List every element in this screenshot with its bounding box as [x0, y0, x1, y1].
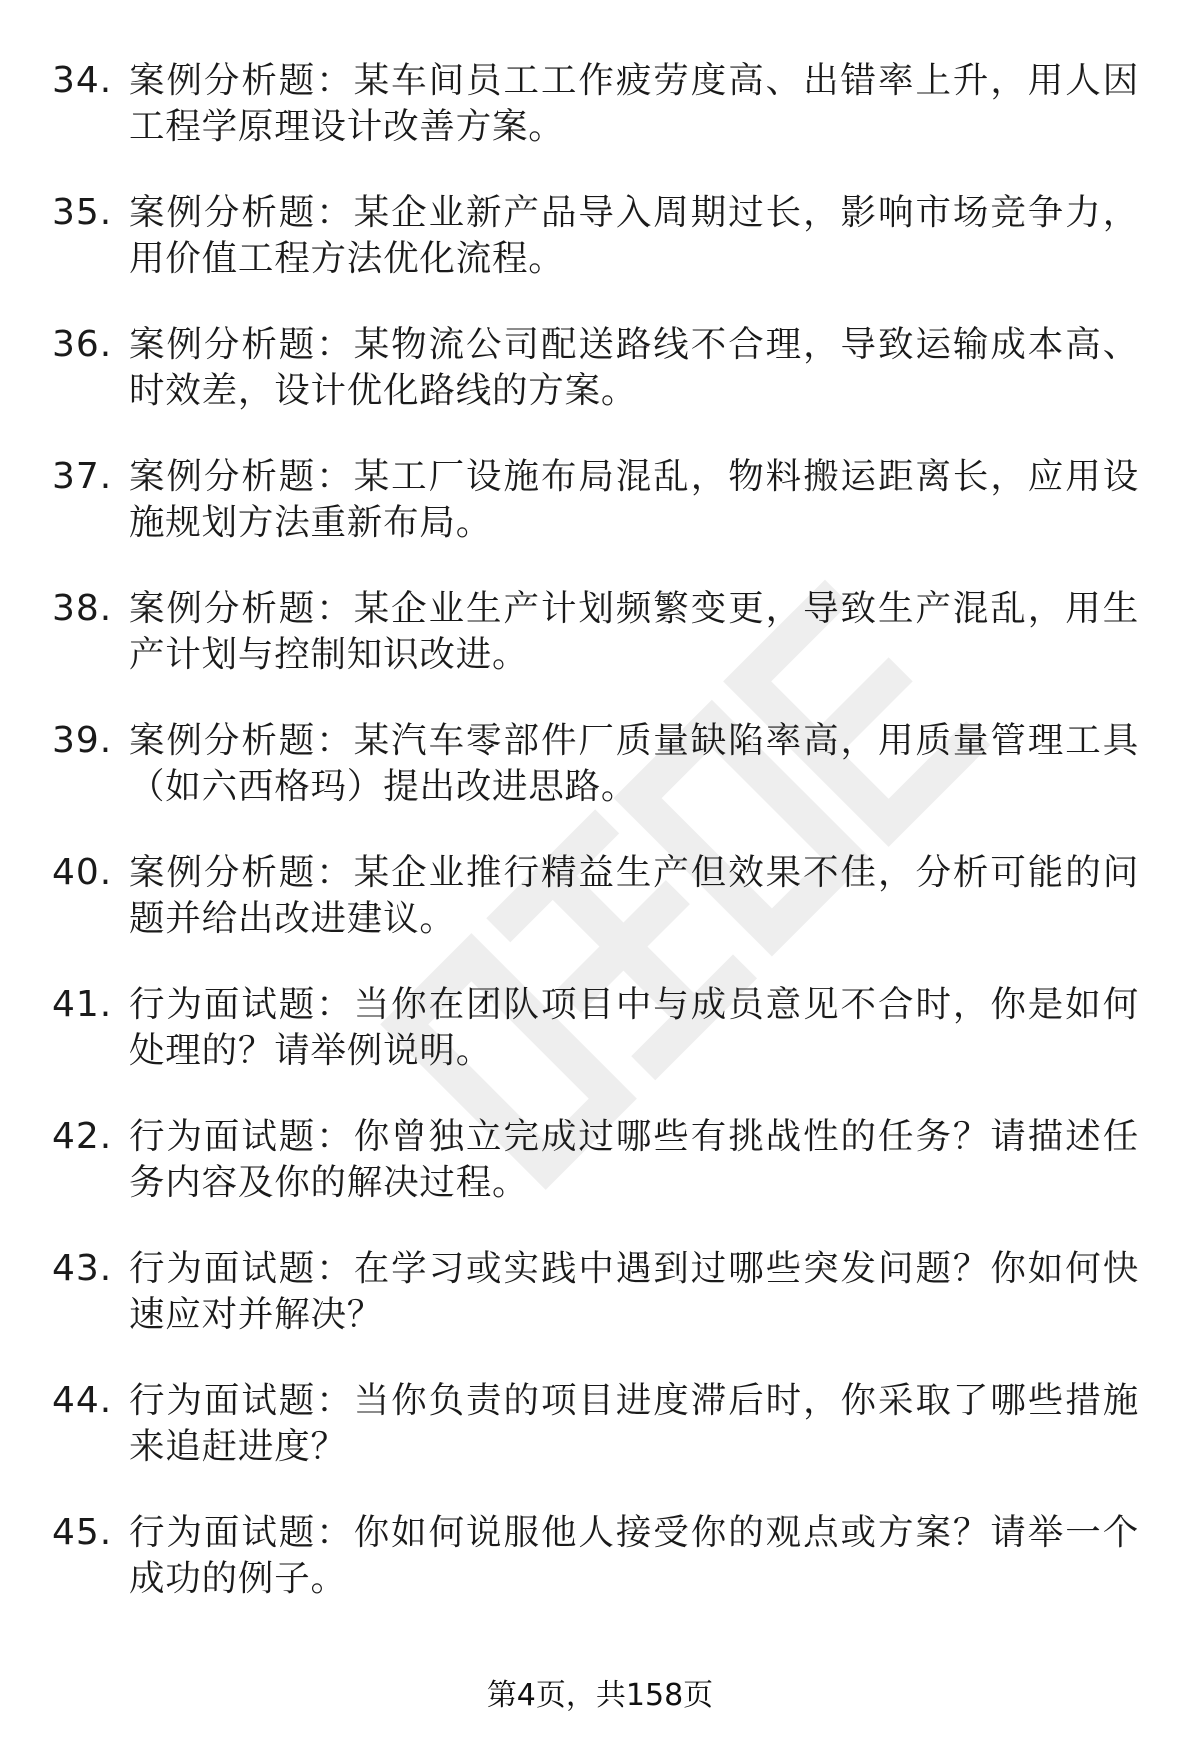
question-number: 41.	[52, 984, 113, 1025]
question-item	[52, 1246, 1142, 1378]
page-footer: 第4页，共158页	[486, 1678, 714, 1713]
question-text: 行为面试题：你如何说服他人接受你的观点或方案？请举一个成功的例子。	[129, 1512, 1139, 1599]
question-text: 案例分析题：某工厂设施布局混乱，物料搬运距离长，应用设施规划方法重新布局。	[129, 456, 1139, 543]
question-item	[52, 850, 1142, 982]
question-item	[52, 190, 1142, 322]
question-text: 行为面试题：你曾独立完成过哪些有挑战性的任务？请描述任务内容及你的解决过程。	[129, 1116, 1139, 1203]
question-number: 40.	[52, 852, 113, 893]
question-item	[52, 1114, 1142, 1246]
question-number: 44.	[52, 1380, 113, 1421]
question-number: 45.	[52, 1512, 113, 1553]
question-text: 案例分析题：某企业推行精益生产但效果不佳，分析可能的问题并给出改进建议。	[129, 852, 1139, 939]
question-item	[52, 322, 1142, 454]
question-number: 36.	[52, 324, 113, 365]
question-item	[52, 454, 1142, 586]
question-text: 行为面试题：当你在团队项目中与成员意见不合时，你是如何处理的？请举例说明。	[129, 984, 1139, 1071]
question-number: 35.	[52, 192, 113, 233]
question-number: 39.	[52, 720, 113, 761]
question-item	[52, 982, 1142, 1114]
question-number: 42.	[52, 1116, 113, 1157]
question-text: 行为面试题：在学习或实践中遇到过哪些突发问题？你如何快速应对并解决？	[129, 1248, 1139, 1335]
question-item	[52, 58, 1142, 190]
question-number: 34.	[52, 60, 113, 101]
question-text: 案例分析题：某企业新产品导入周期过长，影响市场竞争力，用价值工程方法优化流程。	[129, 192, 1139, 279]
question-text: 案例分析题：某车间员工工作疲劳度高、出错率上升，用人因工程学原理设计改善方案。	[129, 60, 1139, 147]
question-number: 38.	[52, 588, 113, 629]
question-text: 案例分析题：某物流公司配送路线不合理，导致运输成本高、时效差，设计优化路线的方案。	[129, 324, 1139, 411]
question-text: 案例分析题：某企业生产计划频繁变更，导致生产混乱，用生产计划与控制知识改进。	[129, 588, 1139, 675]
question-number: 43.	[52, 1248, 113, 1289]
question-item	[52, 1510, 1142, 1642]
question-item	[52, 718, 1142, 850]
question-item	[52, 1378, 1142, 1510]
question-item	[52, 586, 1142, 718]
question-text: 案例分析题：某汽车零部件厂质量缺陷率高，用质量管理工具（如六西格玛）提出改进思路。	[129, 720, 1139, 807]
question-list	[52, 58, 1142, 1642]
question-text: 行为面试题：当你负责的项目进度滞后时，你采取了哪些措施来追赶进度？	[129, 1380, 1139, 1467]
question-number: 37.	[52, 456, 113, 497]
